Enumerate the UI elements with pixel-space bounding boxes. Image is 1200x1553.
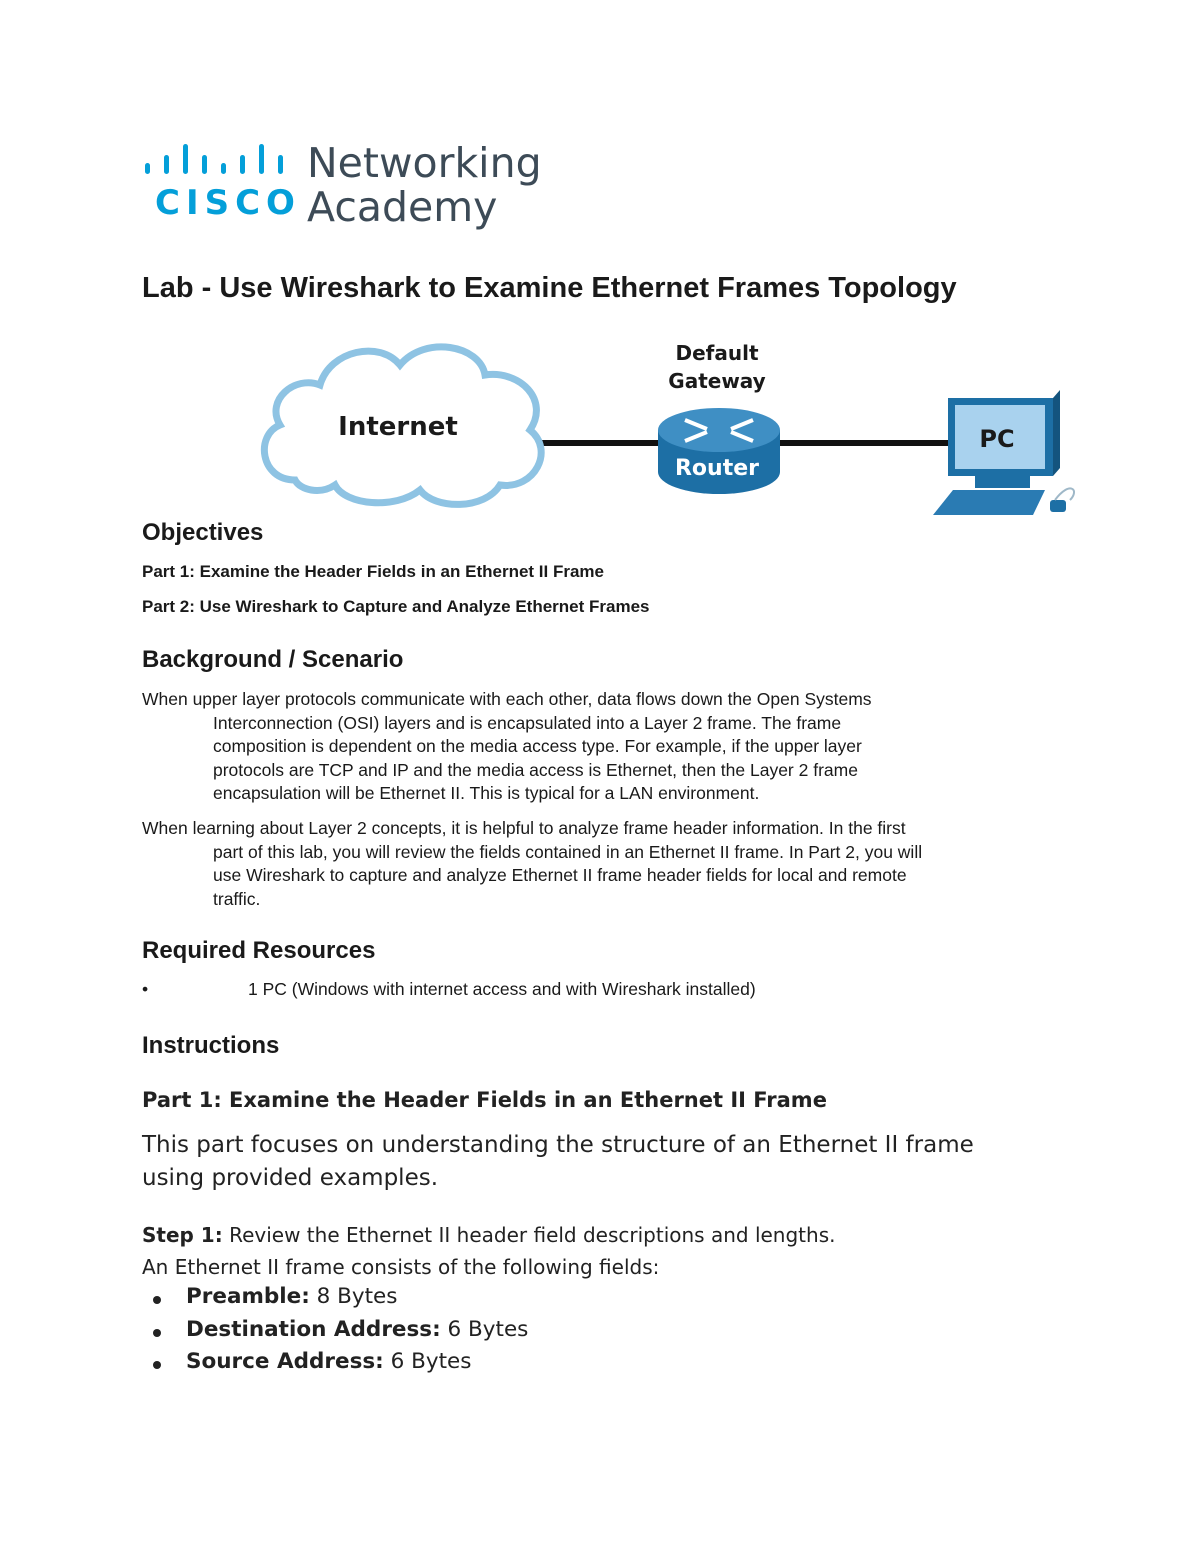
background-heading: Background / Scenario: [142, 646, 404, 673]
router-icon: [658, 408, 780, 494]
objectives-heading: Objectives: [142, 519, 264, 546]
field-value: 6 Bytes: [383, 1349, 472, 1374]
list-item: [142, 1349, 528, 1382]
frame-fields-list: [142, 1284, 528, 1382]
para2-line-3: use Wireshark to capture and analyze Ethernet II frame header fields for local and remote: [213, 865, 907, 885]
background-paragraph-2: [142, 817, 1012, 911]
step-1-text: Review the Ethernet II header field descriptions and lengths.: [222, 1223, 836, 1247]
objective-part-1: Part 1: Examine the Header Fields in an Ethernet II Frame: [142, 562, 604, 581]
para2-line-4: traffic.: [213, 888, 261, 909]
step-1-label: Step 1:: [142, 1223, 223, 1247]
para1-line-3: composition is dependent on the media access type. For example, if the upper layer: [213, 736, 862, 756]
resource-bullet: •: [142, 979, 149, 999]
field-name: Destination Address:: [186, 1316, 441, 1342]
resource-item: 1 PC (Windows with internet access and with Wireshark installed): [248, 979, 756, 999]
para2-line-1: When learning about Layer 2 concepts, it is helpful to analyze frame header information. In the first: [142, 818, 906, 838]
required-resources-heading: Required Resources: [142, 937, 376, 964]
router-label: Router: [674, 456, 760, 481]
cisco-networking-academy-logo: [142, 140, 542, 240]
part-1-heading: Part 1: Examine the Header Fields in an Ethernet II Frame: [142, 1088, 827, 1112]
logo-line-academy: Academy: [307, 183, 498, 231]
logo-line-networking: Networking: [307, 139, 542, 187]
background-paragraph-1: [142, 688, 1012, 806]
field-value: 6 Bytes: [440, 1316, 529, 1342]
topology-diagram: [255, 330, 1090, 525]
para2-line-2: part of this lab, you will review the fields contained in an Ethernet II frame. In Part 2, you will: [213, 841, 923, 862]
field-value: 8 Bytes: [309, 1284, 398, 1309]
internet-label: Internet: [338, 412, 458, 442]
gateway-label-gateway: Gateway: [668, 369, 766, 393]
field-name: Source Address:: [186, 1349, 384, 1374]
field-name: Preamble:: [186, 1284, 310, 1309]
para1-line-2: Interconnection (OSI) layers and is encapsulated into a Layer 2 frame. The frame: [213, 712, 842, 733]
gateway-label-default: Default: [675, 341, 759, 365]
para1-line-5: encapsulation will be Ethernet II. This is typical for a LAN environment.: [213, 783, 760, 803]
cisco-bars-icon: [142, 140, 292, 180]
pc-label: PC: [979, 425, 1015, 453]
list-item: [142, 1284, 528, 1317]
objective-part-2: Part 2: Use Wireshark to Capture and Analyze Ethernet Frames: [142, 597, 650, 616]
list-item: [142, 1317, 528, 1350]
step-1: [142, 1223, 835, 1247]
para1-line-4: protocols are TCP and IP and the media access is Ethernet, then the Layer 2 frame: [213, 759, 858, 780]
lab-title: Lab - Use Wireshark to Examine Ethernet Frames Topology: [142, 272, 957, 304]
instructions-heading: Instructions: [142, 1032, 280, 1059]
part-1-intro: This part focuses on understanding the structure of an Ethernet II frame using provided examples.: [142, 1132, 974, 1191]
logo-text: [307, 139, 542, 231]
para1-line-1: When upper layer protocols communicate with each other, data flows down the Open Systems: [142, 689, 872, 709]
cisco-wordmark: CISCO: [155, 183, 301, 223]
fields-intro: An Ethernet II frame consists of the following fields:: [142, 1255, 660, 1279]
